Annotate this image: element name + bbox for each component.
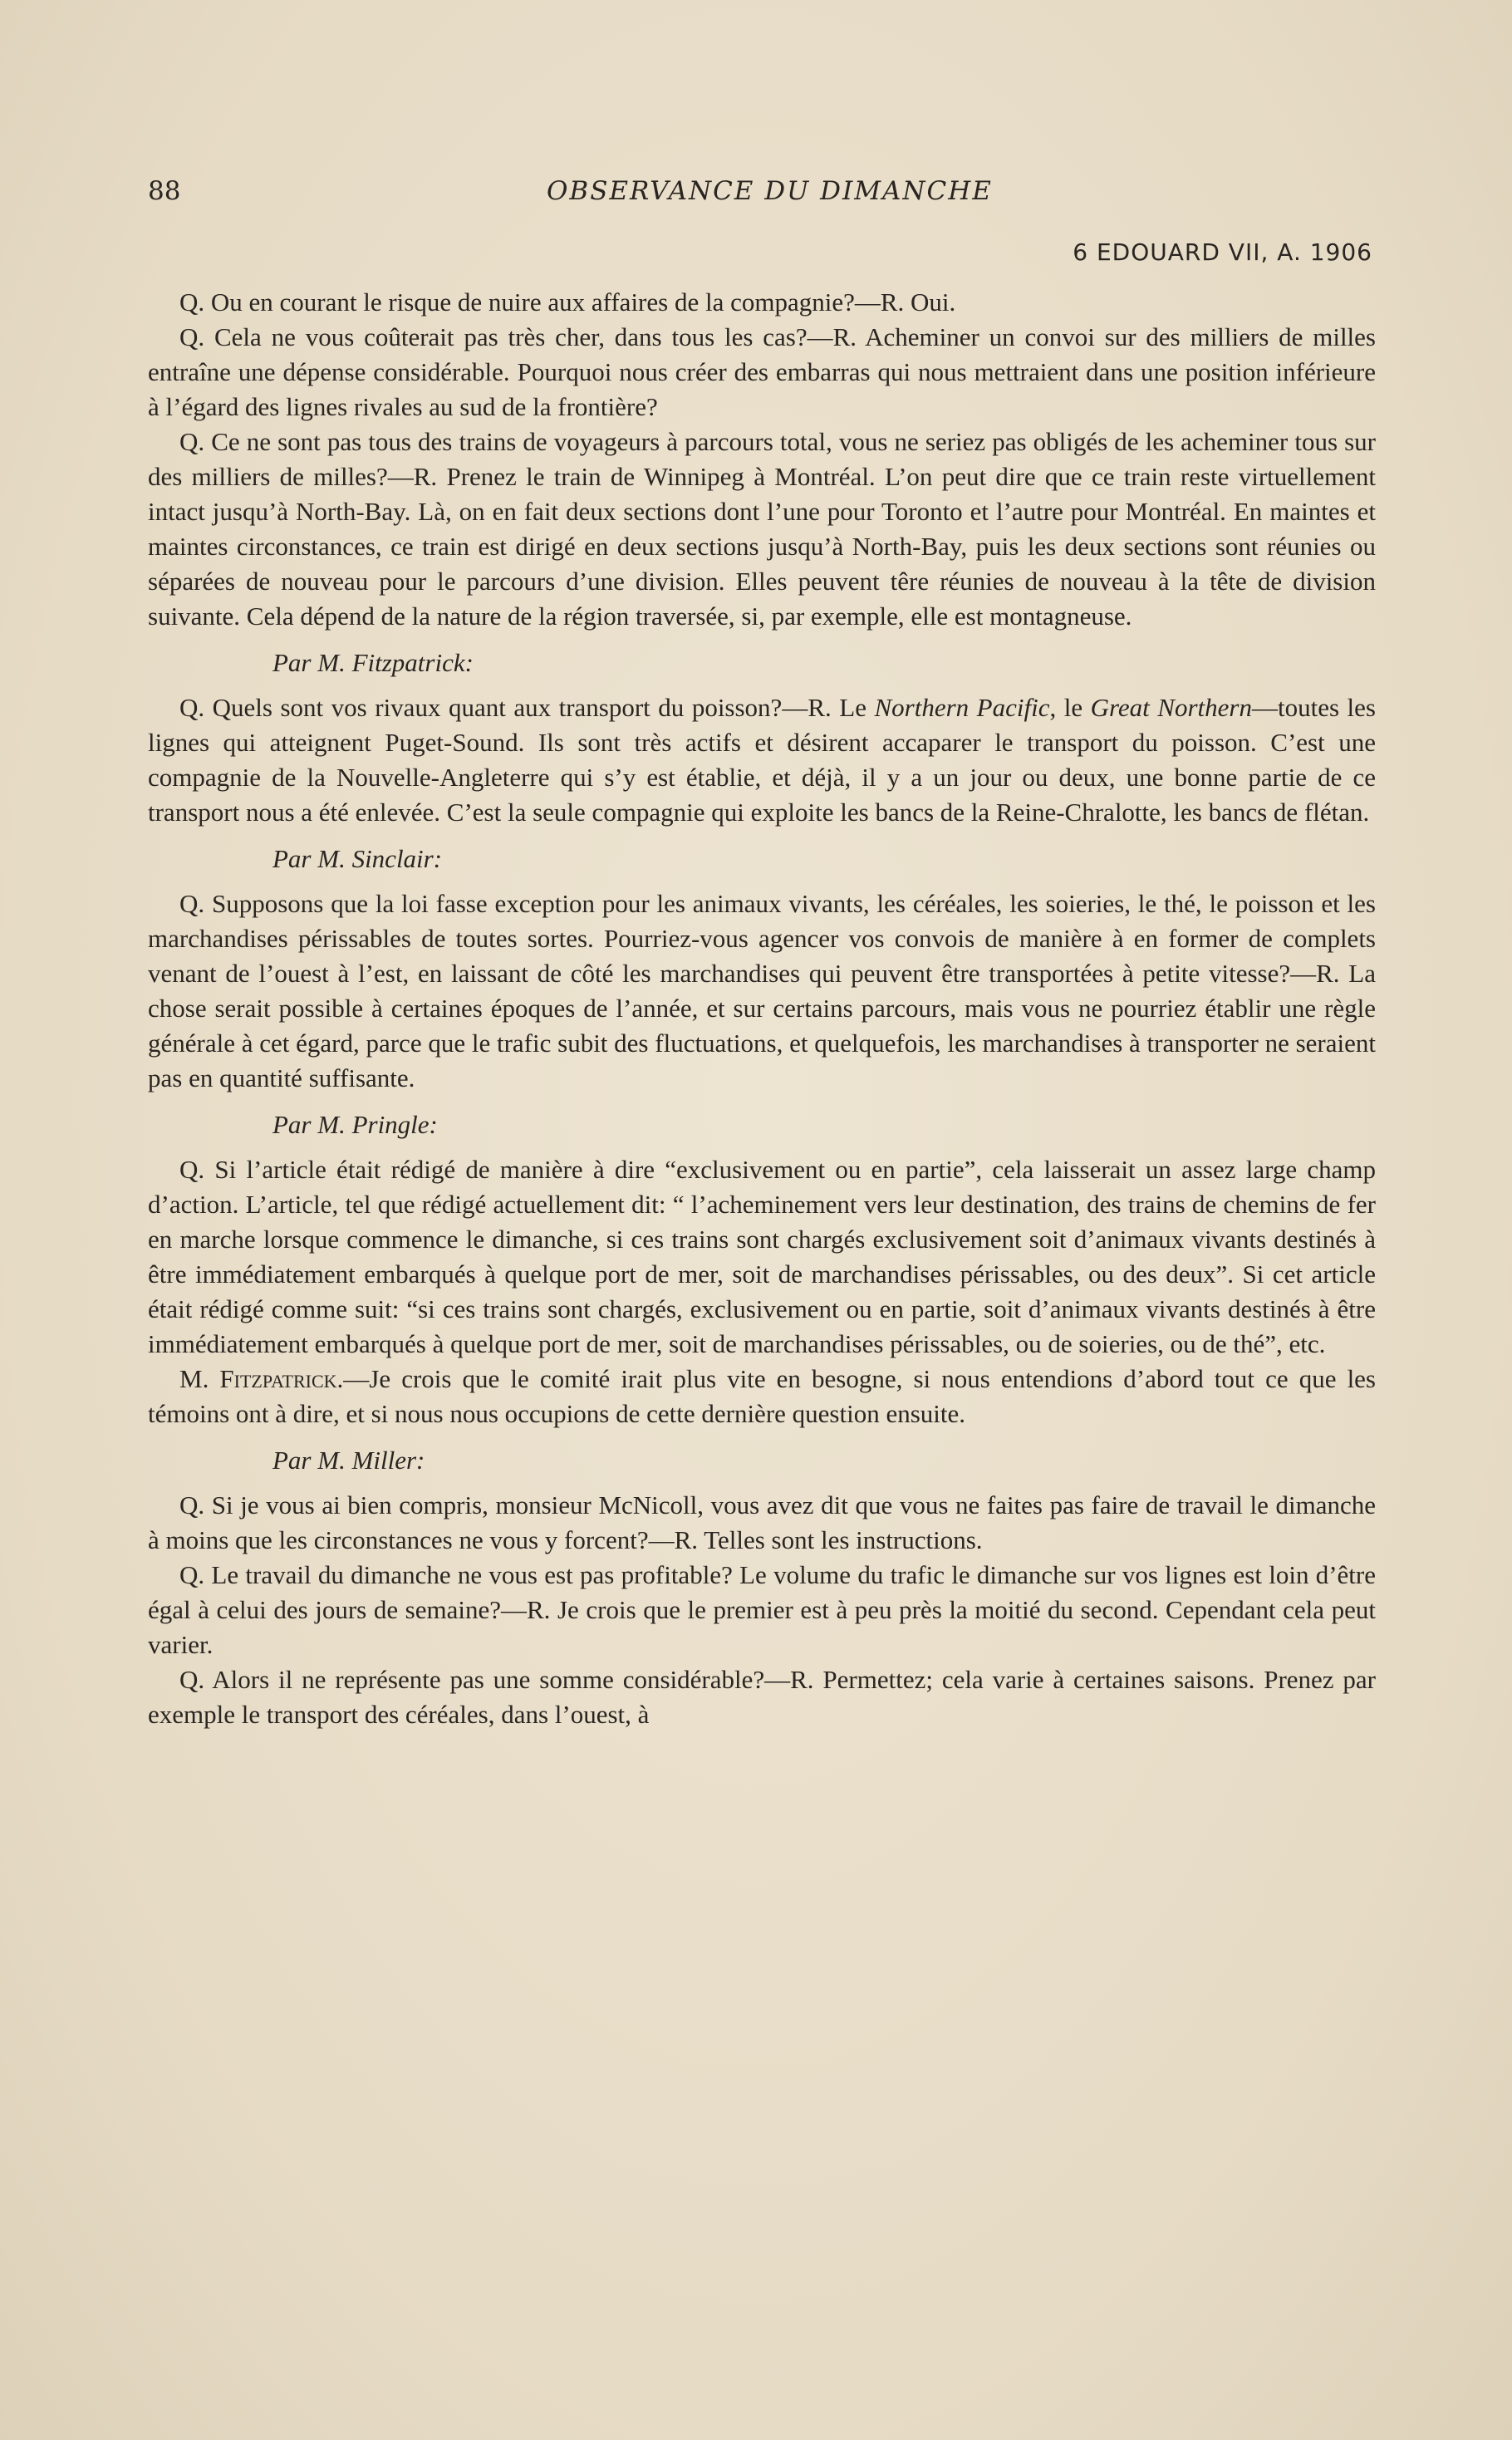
speaker-heading: Par M. Miller: bbox=[272, 1446, 425, 1475]
italic-text: Northern Pacific bbox=[874, 693, 1050, 722]
running-title: OBSERVANCE DU DIMANCHE bbox=[547, 176, 993, 206]
paragraph: Q. Ce ne sont pas tous des trains de voyageurs à parcours total, vous ne seriez pas obligés de les acheminer tous sur des milliers de milles?—R. Prenez le train de Winnipeg à Montréal. L’on peut dire que ce train reste virtuellement intact jusqu’à North-Bay. Là, on en fait deux sections dont l’une pour Toronto et l’autre pour Montréal. En maintes et maintes circonstances, ce train est dirigé en deux sections jusqu’à North-Bay, puis les deux sections sont réunies ou séparées de nouveau pour le parcours d’une division. Elles peuvent têre réunies de nouveau à la tête de division suivante. Cela dépend de la nature de la région traversée, si, par exemple, elle est montagneuse. bbox=[148, 427, 1376, 631]
session-label: 6 EDOUARD VII, A. 1906 bbox=[1073, 238, 1372, 266]
running-head bbox=[148, 176, 1369, 218]
text-run: , le bbox=[1049, 693, 1091, 722]
text-run: Q. Quels sont vos rivaux quant aux transport du poisson?—R. Le bbox=[179, 693, 875, 722]
body-text bbox=[148, 285, 1376, 1732]
italic-text: Great Northern bbox=[1090, 693, 1252, 722]
speaker-name: M. Fitzpatrick. bbox=[179, 1364, 344, 1393]
speaker-heading: Par M. Pringle: bbox=[272, 1110, 438, 1139]
paragraph: Q. Le travail du dimanche ne vous est pas profitable? Le volume du trafic le dimanche sur vos lignes est loin d’être égal à celui des jours de semaine?—R. Je crois que le premier est à peu près la moitié du second. Cependant cela peut varier. bbox=[148, 1560, 1376, 1659]
paragraph: Q. Si je vous ai bien compris, monsieur McNicoll, vous avez dit que vous ne faites pas faire de travail le dimanche à moins que les circonstances ne vous y forcent?—R. Telles sont les instructions. bbox=[148, 1490, 1376, 1554]
paragraph: Q. Ou en courant le risque de nuire aux affaires de la compagnie?—R. Oui. bbox=[179, 287, 956, 317]
text-run: —Je crois que le comité irait plus vite en besogne, si nous entendions d’abord tout ce que les témoins ont à dire, et si nous nous occupions de cette dernière question ensuite. bbox=[148, 1364, 1376, 1428]
paragraph: Q. Supposons que la loi fasse exception pour les animaux vivants, les céréales, les soieries, le thé, le poisson et les marchandises périssables de toutes sortes. Pourriez-vous agencer vos convois de manière à en former de complets venant de l’ouest à l’est, en laissant de côté les marchandises qui peuvent être transportées à petite vitesse?—R. La chose serait possible à certaines époques de l’année, et sur certains parcours, mais vous ne pourriez établir une règle générale à cet égard, parce que le trafic subit des fluctuations, et quelquefois, les marchandises à transporter ne seraient pas en quantité suffisante. bbox=[148, 889, 1376, 1092]
paragraph: Q. Si l’article était rédigé de manière à dire “exclusivement ou en partie”, cela laisserait un assez large champ d’action. L’article, tel que rédigé actuellement dit: “ l’acheminement vers leur destination, des trains de chemins de fer en marche lorsque commence le dimanche, si ces trains sont chargés exclusivement soit d’animaux vivants destinés à être immédiatement embarqués à quelque port de mer, soit de marchandises périssables, ou des deux”. Si cet article était rédigé comme suit: “si ces trains sont chargés, exclusivement ou en partie, soit d’animaux vivants destinés à être immédiatement embarqués à quelque port de mer, soit de marchandises périssables, ou de soieries, ou de thé”, etc. bbox=[148, 1155, 1376, 1358]
paragraph bbox=[148, 690, 1376, 830]
text-run: —toutes les lignes qui atteignent Puget-Sound. Ils sont très actifs et désirent accaparer le transport du poisson. C’est une compagnie de la Nouvelle-Angleterre qui s’y est établie, et déjà, il y a un jour ou deux, une bonne partie de ce transport nous a été enlevée. C’est la seule compagnie qui exploite les bancs de la Reine-Chralotte, les bancs de flétan. bbox=[148, 693, 1376, 827]
paragraph: Q. Alors il ne représente pas une somme considérable?—R. Permettez; cela varie à certaines saisons. Prenez par exemple le transport des céréales, dans l’ouest, à bbox=[148, 1665, 1376, 1729]
speaker-heading: Par M. Fitzpatrick: bbox=[272, 648, 474, 677]
paragraph bbox=[148, 1362, 1376, 1431]
paragraph: Q. Cela ne vous coûterait pas très cher, dans tous les cas?—R. Acheminer un convoi sur des milliers de milles entraîne une dépense considérable. Pourquoi nous créer des embarras qui nous mettraient dans une position inférieure à l’égard des lignes rivales au sud de la frontière? bbox=[148, 322, 1376, 421]
speaker-heading: Par M. Sinclair: bbox=[272, 844, 443, 873]
page-number: 88 bbox=[148, 176, 181, 206]
